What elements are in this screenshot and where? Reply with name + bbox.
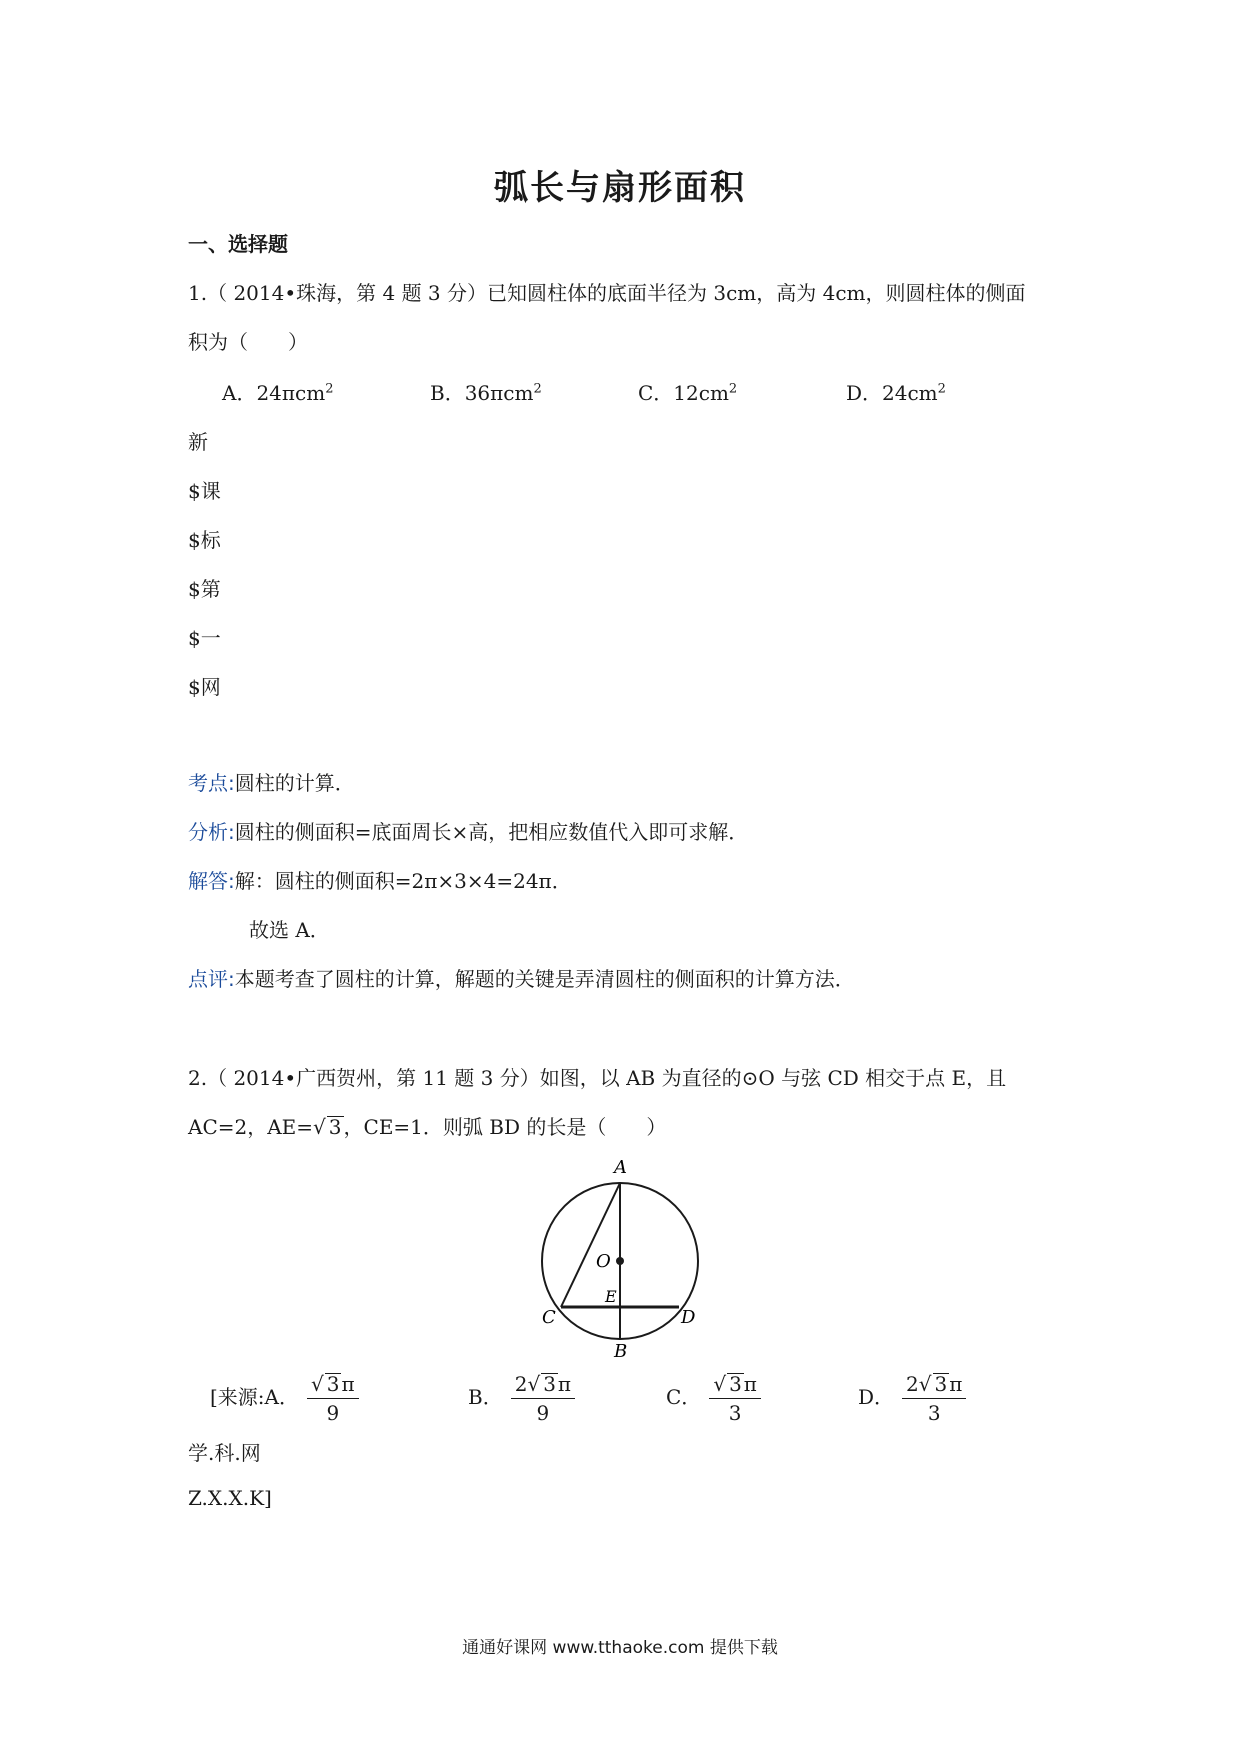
q1-stem-line1: 1.（ 2014•珠海，第 4 题 3 分）已知圆柱体的底面半径为 3cm，高为 4cm，则圆柱体的侧面	[188, 281, 1026, 305]
q2-stem-part-a: AC=2，AE=	[188, 1115, 314, 1139]
q1-option-b	[430, 377, 542, 406]
jieda-text: 解：圆柱的侧面积=2π×3×4=24π．	[234, 869, 572, 893]
radicand: 3	[934, 1372, 948, 1396]
q1-option-b-text: B．36πcm	[430, 381, 534, 405]
jieda-label: 解答:	[188, 869, 235, 893]
label-a: A	[614, 1157, 627, 1178]
watermark-char: $第	[188, 577, 221, 601]
denominator: 3	[728, 1401, 742, 1425]
source-line-2: 学.科.网	[188, 1441, 261, 1465]
fraction	[307, 1372, 359, 1425]
label-o: O	[596, 1251, 611, 1272]
fenxi-text: 圆柱的侧面积=底面周长×高，把相应数值代入即可求解．	[234, 820, 749, 844]
q1-stem-line2: 积为（ ）	[188, 330, 308, 354]
radicand: 3	[729, 1372, 742, 1396]
numerator: √ 3 π	[709, 1372, 761, 1399]
kaodian-text: 圆柱的计算．	[234, 771, 355, 795]
q1-option-c	[638, 377, 737, 406]
label-e: E	[605, 1287, 617, 1306]
q1-option-a	[222, 377, 333, 406]
q1-answer-choice: 故选 A．	[249, 918, 330, 942]
q2-option-b	[468, 1372, 575, 1425]
source-prefix: [来源:	[210, 1385, 265, 1409]
q1-jieda	[188, 865, 572, 894]
q2-option-d-label: D．	[858, 1385, 895, 1409]
watermark-char: $课	[188, 479, 221, 503]
dianping-text: 本题考查了圆柱的计算，解题的关键是弄清圆柱的侧面积的计算方法．	[234, 967, 855, 991]
superscript: 2	[728, 381, 738, 397]
numerator: 2√ 3 π	[902, 1372, 966, 1399]
watermark-char: $网	[188, 675, 221, 699]
denominator: 3	[927, 1401, 941, 1425]
pi-symbol: π	[341, 1372, 355, 1396]
q2-option-b-label: B．	[468, 1385, 503, 1409]
q2-stem-line2: AC=2，AE=√ 3 ，CE=1．则弧 BD 的长是（ ）	[188, 1115, 667, 1139]
watermark-char: $一	[188, 626, 221, 650]
q1-option-c-text: C．12cm	[638, 381, 729, 405]
q1-option-a-text: A．24πcm	[222, 381, 326, 405]
superscript: 2	[937, 381, 946, 397]
numerator: 2√ 3 π	[511, 1372, 575, 1399]
numerator: √ 3 π	[307, 1372, 359, 1399]
q1-option-d	[846, 377, 946, 406]
q2-stem-part-b: ，CE=1．则弧 BD 的长是（ ）	[343, 1115, 667, 1139]
radicand: 3	[326, 1372, 340, 1396]
denominator: 9	[536, 1401, 550, 1425]
label-d: D	[681, 1307, 696, 1328]
q2-option-a-label: A．	[264, 1385, 299, 1409]
denominator: 9	[326, 1401, 340, 1425]
pi-symbol: π	[557, 1372, 572, 1396]
source-line-3: Z.X.X.K]	[188, 1486, 272, 1510]
coefficient: 2	[906, 1372, 919, 1396]
watermark-char: $标	[188, 528, 221, 552]
coefficient: 2	[514, 1372, 528, 1396]
fenxi-label: 分析:	[188, 820, 235, 844]
q1-kaodian	[188, 767, 355, 796]
label-b: B	[614, 1341, 628, 1360]
superscript: 2	[533, 381, 542, 397]
superscript: 2	[325, 381, 334, 397]
watermark-char: 新	[188, 430, 208, 454]
q2-option-a	[210, 1372, 359, 1425]
page-footer: 通通好课网 www.tthaoke.com 提供下载	[462, 1638, 778, 1658]
center-point	[616, 1257, 624, 1265]
q2-option-c-label: C．	[666, 1385, 702, 1409]
radicand: 3	[328, 1115, 342, 1139]
page-title: 弧长与扇形面积	[494, 168, 746, 208]
q1-dianping	[188, 963, 855, 992]
q2-option-d	[858, 1372, 966, 1425]
q1-option-d-text: D．24cm	[846, 381, 938, 405]
section-heading: 一、选择题	[188, 232, 288, 256]
q1-fenxi	[188, 816, 748, 845]
fraction	[709, 1372, 761, 1425]
q2-stem-line1: 2.（ 2014•广西贺州，第 11 题 3 分）如图，以 AB 为直径的⊙O 与弦 CD 相交于点 E，且	[188, 1066, 1007, 1090]
fraction	[511, 1372, 575, 1425]
label-c: C	[542, 1307, 556, 1328]
radicand: 3	[543, 1372, 556, 1396]
q2-option-c	[666, 1372, 761, 1425]
fraction	[902, 1372, 966, 1425]
dianping-label: 点评:	[188, 967, 235, 991]
pi-symbol: π	[949, 1372, 963, 1396]
pi-symbol: π	[743, 1372, 757, 1396]
circle-figure	[520, 1150, 730, 1360]
kaodian-label: 考点:	[188, 771, 235, 795]
